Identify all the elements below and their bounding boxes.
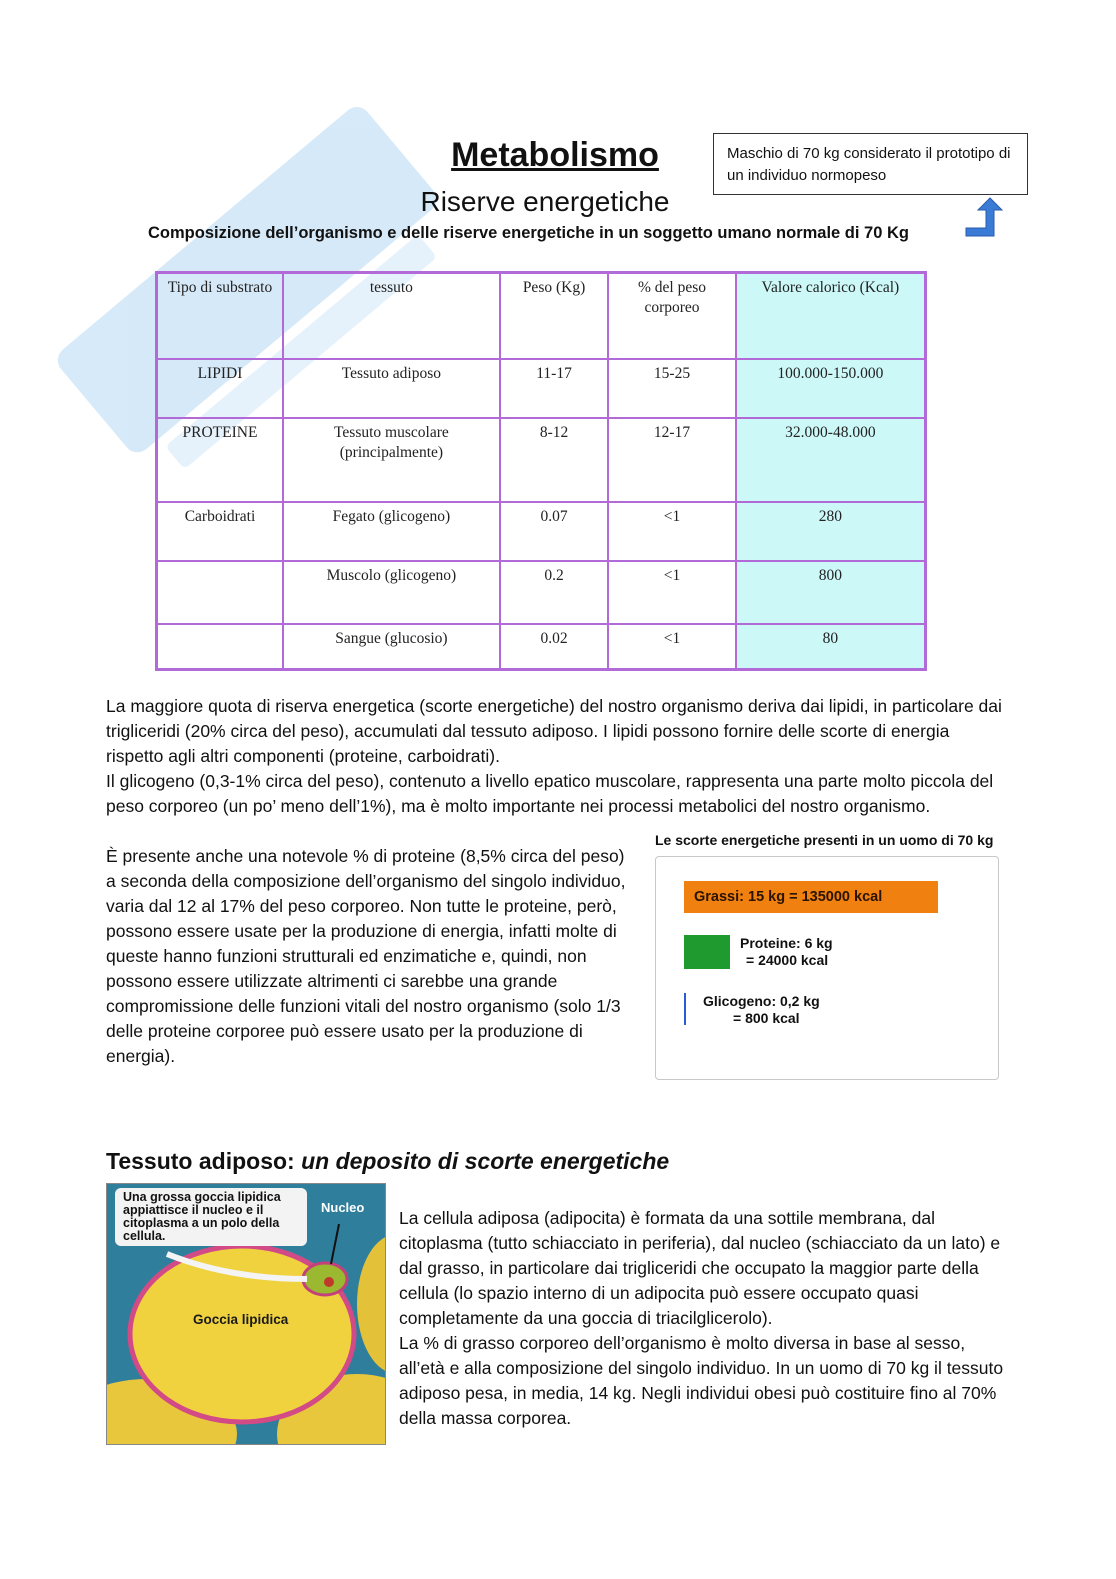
header-cell: Tipo di substrato: [157, 273, 283, 359]
note-box: Maschio di 70 kg considerato il prototipo di un individuo normopeso: [713, 133, 1028, 195]
table-cell: Tessuto adiposo: [283, 359, 500, 418]
table-cell: Carboidrati: [157, 502, 283, 561]
proteine-bar: [684, 935, 730, 969]
table-cell: [157, 624, 283, 670]
table-row: [157, 561, 926, 624]
page-title: Metabolismo: [451, 136, 659, 174]
table-cell: 0.02: [500, 624, 608, 670]
paragraph: La cellula adiposa (adipocita) è formata da una sottile membrana, dal citoplasma (tutto schiacciato in periferia), dal nucleo (schiacciato da un lato) e dal grasso, in particolare dai trigliceridi che occupato la maggior parte della cellula (lo spazio interno di un adipocita può essere occupato quasi completamente da una goccia di triacilglicerolo).: [399, 1208, 1001, 1328]
image-label: Una grossa goccia lipidica appiattisce il nucleo e il citoplasma a un polo della cellula.: [115, 1188, 307, 1246]
glicogeno-bar: [684, 993, 686, 1025]
proteine-label-line: = 24000 kcal: [746, 952, 829, 968]
section-title-italic: un deposito di scorte energetiche: [301, 1148, 670, 1174]
paragraph: La maggiore quota di riserva energetica (scorte energetiche) del nostro organismo deriva dai lipidi, in particolare dai trigliceridi (20% circa del peso), accumulati dal tessuto adiposo. I lipidi possono fornire delle scorte di energia rispetto agli altri componenti (proteine, carboidrati).: [106, 696, 1002, 766]
table-row: [157, 502, 926, 561]
table-cell: Fegato (glicogeno): [283, 502, 500, 561]
header-cell: tessuto: [283, 273, 500, 359]
table-cell: 280: [736, 502, 926, 561]
table-cell: <1: [608, 561, 735, 624]
arrow-up-icon: [962, 196, 1006, 240]
table-cell: Sangue (glucosio): [283, 624, 500, 670]
glicogeno-label-line: = 800 kcal: [733, 1010, 800, 1026]
table-cell: Tessuto muscolare (principalmente): [283, 418, 500, 502]
proteine-label: [740, 935, 870, 969]
table-cell: 32.000-48.000: [736, 418, 926, 502]
table-cell: LIPIDI: [157, 359, 283, 418]
table-cell: 80: [736, 624, 926, 670]
image-nucleo-label: Nucleo: [321, 1200, 365, 1215]
table-cell: 15-25: [608, 359, 735, 418]
paragraph-proteine: È presente anche una notevole % di proteine (8,5% circa del peso) a seconda della composizione dell’organismo del singolo individuo, varia dal 12 al 17% del peso corporeo. Non tutte le proteine, però, possono essere usate per la produzione di energia, infatti molte di queste hanno funzioni strutturali ed enzimatiche e, quindi, non possono essere utilizzate altrimenti ci sarebbe una grande compromissione delle funzioni vitali del nostro organismo (solo 1/3 delle proteine corporee può essere usato per la produzione di energia).: [106, 846, 626, 1066]
table-caption: Composizione dell’organismo e delle riserve energetiche in un soggetto umano normale di 70 Kg: [148, 224, 909, 242]
section-title-bold: Tessuto adiposo:: [106, 1148, 295, 1174]
grassi-bar: Grassi: 15 kg = 135000 kcal: [684, 881, 938, 913]
table-row: [157, 624, 926, 670]
section-title: [106, 1148, 669, 1175]
table-cell: 8-12: [500, 418, 608, 502]
header-cell: % del peso corporeo: [608, 273, 735, 359]
energy-reserves-table: [155, 271, 927, 671]
table-cell: 12-17: [608, 418, 735, 502]
table-cell: PROTEINE: [157, 418, 283, 502]
table-cell: 800: [736, 561, 926, 624]
table-cell: 0.2: [500, 561, 608, 624]
chart-title: Le scorte energetiche presenti in un uomo di 70 kg: [655, 832, 994, 848]
paragraph: Il glicogeno (0,3-1% circa del peso), contenuto a livello epatico muscolare, rappresenta una parte molto piccola del peso corporeo (un po’ meno dell’1%), ma è molto importante nei processi metabolici del nostro organismo.: [106, 771, 994, 816]
table-cell: <1: [608, 502, 735, 561]
adipocyte-image: [106, 1183, 386, 1445]
table-cell: 100.000-150.000: [736, 359, 926, 418]
glicogeno-label-line: Glicogeno: 0,2 kg: [703, 993, 820, 1009]
table-cell: [157, 561, 283, 624]
paragraph: La % di grasso corporeo dell’organismo è molto diversa in base al sesso, all’età e alla composizione del singolo individuo. In un uomo di 70 kg il tessuto adiposo pesa, in media, 14 kg. Negli individui obesi può costituire fino al 70% della massa corporea.: [399, 1333, 1004, 1428]
page-subtitle: Riserve energetiche: [420, 186, 670, 217]
image-goccia-label: Goccia lipidica: [193, 1312, 289, 1327]
table-cell: 11-17: [500, 359, 608, 418]
header-cell: Valore calorico (Kcal): [736, 273, 926, 359]
body-text-lipidi: [106, 694, 1006, 819]
body-text-adiposo: [399, 1206, 1009, 1431]
table-cell: <1: [608, 624, 735, 670]
table-cell: Muscolo (glicogeno): [283, 561, 500, 624]
table-header-row: [157, 273, 926, 359]
table-cell: 0.07: [500, 502, 608, 561]
header-cell: Peso (Kg): [500, 273, 608, 359]
table-row: [157, 418, 926, 502]
proteine-label-line: Proteine: 6 kg: [740, 935, 833, 951]
table-row: [157, 359, 926, 418]
glicogeno-label: [703, 993, 863, 1027]
